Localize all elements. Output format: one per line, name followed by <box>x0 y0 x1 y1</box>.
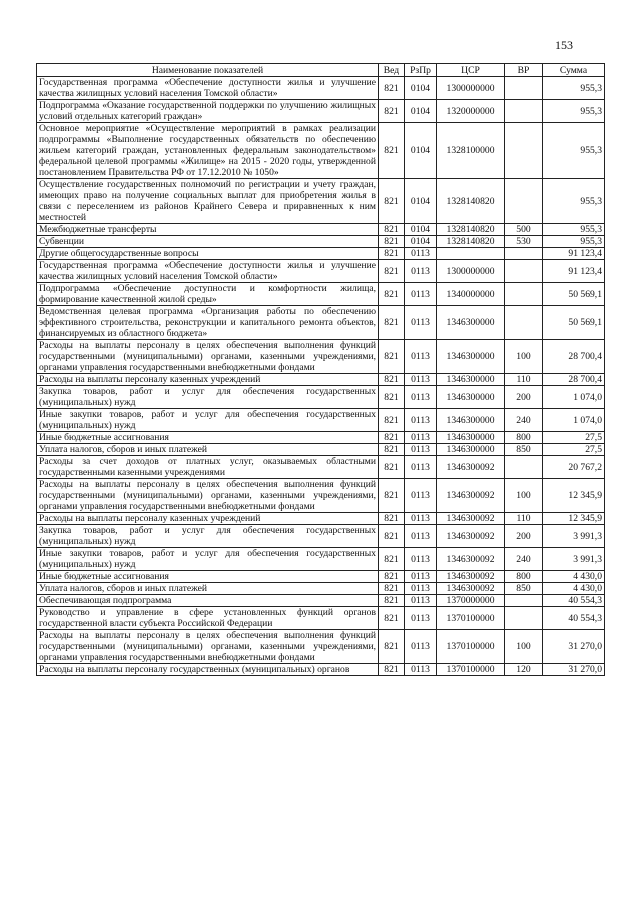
cell-name: Расходы на выплаты персоналу государственных (муниципальных) органов <box>37 664 379 676</box>
cell-rzpr: 0113 <box>405 664 437 676</box>
cell-csr <box>437 248 505 260</box>
cell-name: Субвенции <box>37 236 379 248</box>
cell-ved: 821 <box>379 386 405 409</box>
table-row <box>37 123 605 179</box>
cell-vr: 120 <box>505 664 543 676</box>
cell-vr: 200 <box>505 525 543 548</box>
table-body <box>37 77 605 676</box>
cell-name: Межбюджетные трансферты <box>37 224 379 236</box>
cell-rzpr: 0113 <box>405 444 437 456</box>
cell-rzpr: 0113 <box>405 513 437 525</box>
page-number: 153 <box>555 38 573 52</box>
header-name: Наименование показателей <box>37 64 379 77</box>
cell-ved: 821 <box>379 571 405 583</box>
cell-name: Подпрограмма «Оказание государственной поддержки по улучшению жилищных условий отдельных категорий граждан» <box>37 100 379 123</box>
cell-rzpr: 0104 <box>405 236 437 248</box>
table-row <box>37 283 605 306</box>
cell-ved: 821 <box>379 260 405 283</box>
cell-name: Закупка товаров, работ и услуг для обеспечения государственных (муниципальных) нужд <box>37 386 379 409</box>
cell-name: Подпрограмма «Обеспечение доступности и комфортности жилища, формирование качественной жилой среды» <box>37 283 379 306</box>
cell-ved: 821 <box>379 283 405 306</box>
cell-ved: 821 <box>379 630 405 664</box>
cell-ved: 821 <box>379 306 405 340</box>
cell-name: Иные бюджетные ассигнования <box>37 432 379 444</box>
cell-vr <box>505 595 543 607</box>
cell-ved: 821 <box>379 248 405 260</box>
table-header-row <box>37 64 605 77</box>
cell-sum: 12 345,9 <box>543 513 605 525</box>
cell-vr: 530 <box>505 236 543 248</box>
cell-rzpr: 0113 <box>405 607 437 630</box>
cell-csr: 1346300092 <box>437 548 505 571</box>
cell-rzpr: 0113 <box>405 386 437 409</box>
cell-rzpr: 0104 <box>405 100 437 123</box>
cell-rzpr: 0104 <box>405 179 437 224</box>
header-sum: Сумма <box>543 64 605 77</box>
cell-csr: 1346300000 <box>437 340 505 374</box>
cell-name: Руководство и управление в сфере установленных функций органов государственной власти субъекта Российской Федерации <box>37 607 379 630</box>
table-row <box>37 236 605 248</box>
cell-name: Иные закупки товаров, работ и услуг для обеспечения государственных (муниципальных) нужд <box>37 409 379 432</box>
table-row <box>37 571 605 583</box>
cell-rzpr: 0104 <box>405 77 437 100</box>
table-row <box>37 479 605 513</box>
table-row <box>37 100 605 123</box>
cell-csr: 1346300092 <box>437 583 505 595</box>
cell-csr: 1370000000 <box>437 595 505 607</box>
cell-vr <box>505 306 543 340</box>
cell-vr: 800 <box>505 432 543 444</box>
cell-sum: 91 123,4 <box>543 260 605 283</box>
cell-ved: 821 <box>379 236 405 248</box>
cell-vr <box>505 123 543 179</box>
cell-vr: 200 <box>505 386 543 409</box>
table-row <box>37 77 605 100</box>
cell-ved: 821 <box>379 607 405 630</box>
cell-sum: 27,5 <box>543 432 605 444</box>
cell-csr: 1328140820 <box>437 179 505 224</box>
cell-rzpr: 0113 <box>405 409 437 432</box>
cell-vr: 800 <box>505 571 543 583</box>
cell-rzpr: 0113 <box>405 374 437 386</box>
cell-csr: 1370100000 <box>437 630 505 664</box>
cell-csr: 1346300092 <box>437 456 505 479</box>
cell-name: Закупка товаров, работ и услуг для обеспечения государственных (муниципальных) нужд <box>37 525 379 548</box>
cell-name: Расходы за счет доходов от платных услуг, оказываемых областными государственными казенными учреждениями <box>37 456 379 479</box>
table-row <box>37 664 605 676</box>
table-row <box>37 432 605 444</box>
cell-sum: 955,3 <box>543 179 605 224</box>
cell-name: Иные бюджетные ассигнования <box>37 571 379 583</box>
cell-csr: 1346300000 <box>437 432 505 444</box>
cell-name: Осуществление государственных полномочий по регистрации и учету граждан, имеющих право на получение социальных выплат для приобретения жилья в связи с переселением из районов Крайнего Севера и приравненных к ним местностей <box>37 179 379 224</box>
table-row <box>37 224 605 236</box>
cell-vr <box>505 283 543 306</box>
cell-rzpr: 0113 <box>405 248 437 260</box>
cell-sum: 1 074,0 <box>543 386 605 409</box>
cell-csr: 1346300000 <box>437 444 505 456</box>
cell-ved: 821 <box>379 123 405 179</box>
cell-sum: 20 767,2 <box>543 456 605 479</box>
cell-sum: 40 554,3 <box>543 595 605 607</box>
cell-vr: 500 <box>505 224 543 236</box>
cell-csr: 1346300000 <box>437 409 505 432</box>
table-row <box>37 513 605 525</box>
cell-vr: 100 <box>505 630 543 664</box>
cell-vr: 240 <box>505 409 543 432</box>
cell-rzpr: 0104 <box>405 123 437 179</box>
cell-sum: 28 700,4 <box>543 340 605 374</box>
cell-rzpr: 0113 <box>405 571 437 583</box>
table-row <box>37 340 605 374</box>
cell-name: Государственная программа «Обеспечение доступности жилья и улучшение качества жилищных условий населения Томской области» <box>37 260 379 283</box>
cell-sum: 40 554,3 <box>543 607 605 630</box>
cell-rzpr: 0113 <box>405 630 437 664</box>
cell-sum: 31 270,0 <box>543 630 605 664</box>
cell-rzpr: 0104 <box>405 224 437 236</box>
cell-name: Расходы на выплаты персоналу в целях обеспечения выполнения функций государственными (муниципальными) органами, казенными учреждениями, органами управления государственными внебюджетными фондами <box>37 340 379 374</box>
cell-name: Расходы на выплаты персоналу казенных учреждений <box>37 374 379 386</box>
cell-name: Ведомственная целевая программа «Организация работы по обеспечению эффективного строительства, реконструкции и капитального ремонта объектов, финансируемых из областного бюджета» <box>37 306 379 340</box>
cell-name: Уплата налогов, сборов и иных платежей <box>37 583 379 595</box>
cell-rzpr: 0113 <box>405 583 437 595</box>
cell-name: Государственная программа «Обеспечение доступности жилья и улучшение качества жилищных условий населения Томской области» <box>37 77 379 100</box>
cell-ved: 821 <box>379 525 405 548</box>
cell-sum: 4 430,0 <box>543 571 605 583</box>
cell-csr: 1328140820 <box>437 224 505 236</box>
cell-csr: 1300000000 <box>437 260 505 283</box>
cell-sum: 3 991,3 <box>543 548 605 571</box>
cell-rzpr: 0113 <box>405 432 437 444</box>
cell-ved: 821 <box>379 595 405 607</box>
cell-name: Другие общегосударственные вопросы <box>37 248 379 260</box>
cell-vr: 100 <box>505 479 543 513</box>
cell-sum: 955,3 <box>543 77 605 100</box>
cell-rzpr: 0113 <box>405 548 437 571</box>
cell-sum: 3 991,3 <box>543 525 605 548</box>
cell-sum: 50 569,1 <box>543 306 605 340</box>
cell-rzpr: 0113 <box>405 306 437 340</box>
cell-ved: 821 <box>379 77 405 100</box>
cell-ved: 821 <box>379 664 405 676</box>
cell-sum: 955,3 <box>543 100 605 123</box>
table-row <box>37 548 605 571</box>
header-ved: Вед <box>379 64 405 77</box>
cell-sum: 91 123,4 <box>543 248 605 260</box>
cell-sum: 955,3 <box>543 236 605 248</box>
budget-table <box>36 63 605 676</box>
cell-rzpr: 0113 <box>405 283 437 306</box>
table-row <box>37 444 605 456</box>
cell-vr: 110 <box>505 513 543 525</box>
cell-ved: 821 <box>379 374 405 386</box>
cell-ved: 821 <box>379 100 405 123</box>
cell-name: Расходы на выплаты персоналу в целях обеспечения выполнения функций государственными (муниципальными) органами, казенными учреждениями, органами управления государственными внебюджетными фондами <box>37 479 379 513</box>
cell-vr <box>505 248 543 260</box>
cell-rzpr: 0113 <box>405 260 437 283</box>
cell-rzpr: 0113 <box>405 595 437 607</box>
cell-name: Иные закупки товаров, работ и услуг для обеспечения государственных (муниципальных) нужд <box>37 548 379 571</box>
cell-ved: 821 <box>379 456 405 479</box>
cell-csr: 1370100000 <box>437 664 505 676</box>
cell-sum: 1 074,0 <box>543 409 605 432</box>
table-row <box>37 409 605 432</box>
cell-ved: 821 <box>379 224 405 236</box>
cell-csr: 1320000000 <box>437 100 505 123</box>
table-row <box>37 525 605 548</box>
cell-ved: 821 <box>379 513 405 525</box>
table-row <box>37 630 605 664</box>
cell-csr: 1370100000 <box>437 607 505 630</box>
cell-vr <box>505 260 543 283</box>
cell-rzpr: 0113 <box>405 525 437 548</box>
cell-ved: 821 <box>379 548 405 571</box>
table-row <box>37 595 605 607</box>
cell-ved: 821 <box>379 479 405 513</box>
cell-ved: 821 <box>379 409 405 432</box>
cell-vr: 240 <box>505 548 543 571</box>
cell-csr: 1328140820 <box>437 236 505 248</box>
table-row <box>37 583 605 595</box>
cell-vr: 850 <box>505 583 543 595</box>
cell-ved: 821 <box>379 432 405 444</box>
cell-csr: 1346300000 <box>437 374 505 386</box>
cell-vr <box>505 179 543 224</box>
cell-name: Расходы на выплаты персоналу казенных учреждений <box>37 513 379 525</box>
cell-csr: 1346300092 <box>437 525 505 548</box>
table-row <box>37 607 605 630</box>
cell-sum: 27,5 <box>543 444 605 456</box>
cell-vr: 100 <box>505 340 543 374</box>
cell-rzpr: 0113 <box>405 340 437 374</box>
cell-sum: 955,3 <box>543 123 605 179</box>
cell-csr: 1346300092 <box>437 479 505 513</box>
cell-sum: 955,3 <box>543 224 605 236</box>
cell-vr <box>505 607 543 630</box>
cell-name: Обеспечивающая подпрограмма <box>37 595 379 607</box>
cell-sum: 28 700,4 <box>543 374 605 386</box>
cell-csr: 1346300000 <box>437 306 505 340</box>
header-vr: ВР <box>505 64 543 77</box>
table-row <box>37 179 605 224</box>
cell-sum: 50 569,1 <box>543 283 605 306</box>
cell-sum: 31 270,0 <box>543 664 605 676</box>
cell-sum: 12 345,9 <box>543 479 605 513</box>
cell-sum: 4 430,0 <box>543 583 605 595</box>
cell-ved: 821 <box>379 340 405 374</box>
cell-ved: 821 <box>379 444 405 456</box>
cell-vr <box>505 77 543 100</box>
table-row <box>37 248 605 260</box>
cell-name: Расходы на выплаты персоналу в целях обеспечения выполнения функций государственными (муниципальными) органами, казенными учреждениями, органами управления государственными внебюджетными фондами <box>37 630 379 664</box>
cell-csr: 1300000000 <box>437 77 505 100</box>
cell-vr <box>505 456 543 479</box>
cell-name: Уплата налогов, сборов и иных платежей <box>37 444 379 456</box>
cell-vr <box>505 100 543 123</box>
header-csr: ЦСР <box>437 64 505 77</box>
cell-rzpr: 0113 <box>405 479 437 513</box>
cell-csr: 1346300092 <box>437 571 505 583</box>
cell-name: Основное мероприятие «Осуществление мероприятий в рамках реализации подпрограммы «Выполнение государственных обязательств по обеспечению жильем категорий граждан, установленных федеральным законодательством» федеральной целевой программы «Жилище» на 2015 - 2020 годы, утвержденной постановлением Правительства РФ от 17.12.2010 № 1050» <box>37 123 379 179</box>
cell-csr: 1328100000 <box>437 123 505 179</box>
cell-vr: 110 <box>505 374 543 386</box>
table-row <box>37 306 605 340</box>
cell-csr: 1346300092 <box>437 513 505 525</box>
table-row <box>37 386 605 409</box>
cell-csr: 1340000000 <box>437 283 505 306</box>
cell-csr: 1346300000 <box>437 386 505 409</box>
cell-vr: 850 <box>505 444 543 456</box>
cell-ved: 821 <box>379 179 405 224</box>
cell-ved: 821 <box>379 583 405 595</box>
table-row <box>37 374 605 386</box>
table-row <box>37 260 605 283</box>
table-row <box>37 456 605 479</box>
header-rzpr: РзПр <box>405 64 437 77</box>
cell-rzpr: 0113 <box>405 456 437 479</box>
